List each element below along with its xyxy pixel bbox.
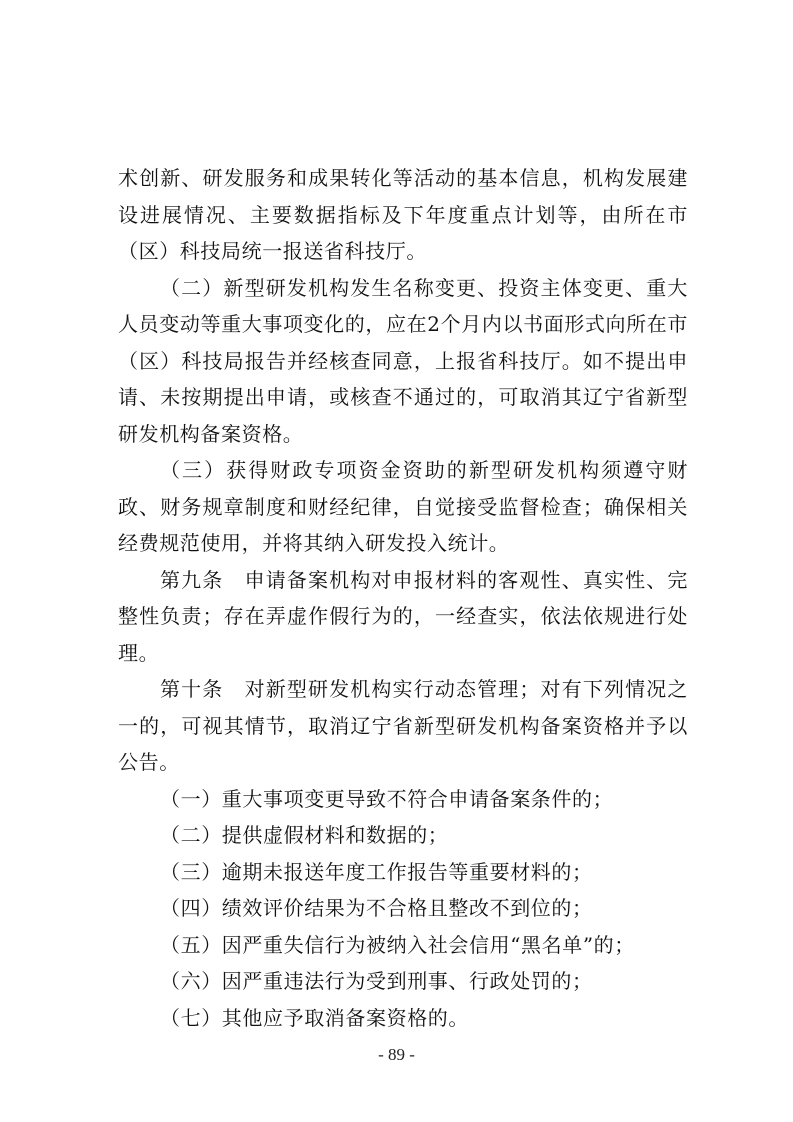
list-item: （七）其他应予取消备案资格的。 bbox=[160, 1005, 469, 1030]
paragraph-continuation: 术创新、研发服务和成果转化等活动的基本信息，机构发展建设进展情况、主要数据指标及下年度重点计划等，由所在市（区）科技局统一报送省科技厅。 bbox=[118, 166, 688, 263]
page-number: - 89 - bbox=[378, 1045, 415, 1064]
list-item: （一）重大事项变更导致不符合申请备案条件的； bbox=[160, 786, 614, 811]
article-9: 第九条 申请备案机构对申报材料的客观性、真实性、完整性负责；存在弄虚作假行为的，一经查实，依法依规进行处理。 bbox=[118, 567, 688, 665]
list-item: （三）逾期未报送年度工作报告等重要材料的； bbox=[160, 859, 593, 884]
body-text bbox=[118, 160, 688, 1036]
list-item: （五）因严重失信行为被纳入社会信用“黑名单”的； bbox=[160, 932, 635, 957]
paragraph-item-2: （二）新型研发机构发生名称变更、投资主体变更、重大人员变动等重大事项变化的，应在2个月内以书面形式向所在市（区）科技局报告并经核查同意，上报省科技厅。如不提出申请、未按期提出申请，或核查不通过的，可取消其辽宁省新型研发机构备案资格。 bbox=[118, 275, 688, 446]
list-item: （六）因严重违法行为受到刑事、行政处罚的； bbox=[160, 969, 593, 993]
list-item: （二）提供虚假材料和数据的； bbox=[160, 823, 449, 847]
article-10: 第十条 对新型研发机构实行动态管理；对有下列情况之一的，可视其情节，取消辽宁省新型研发机构备案资格并予以公告。 bbox=[118, 677, 688, 774]
list-item: （四）绩效评价结果为不合格且整改不到位的； bbox=[160, 896, 593, 920]
paragraph-item-3: （三）获得财政专项资金资助的新型研发机构须遵守财政、财务规章制度和财经纪律，自觉接受监督检查；确保相关经费规范使用，并将其纳入研发投入统计。 bbox=[118, 458, 688, 555]
